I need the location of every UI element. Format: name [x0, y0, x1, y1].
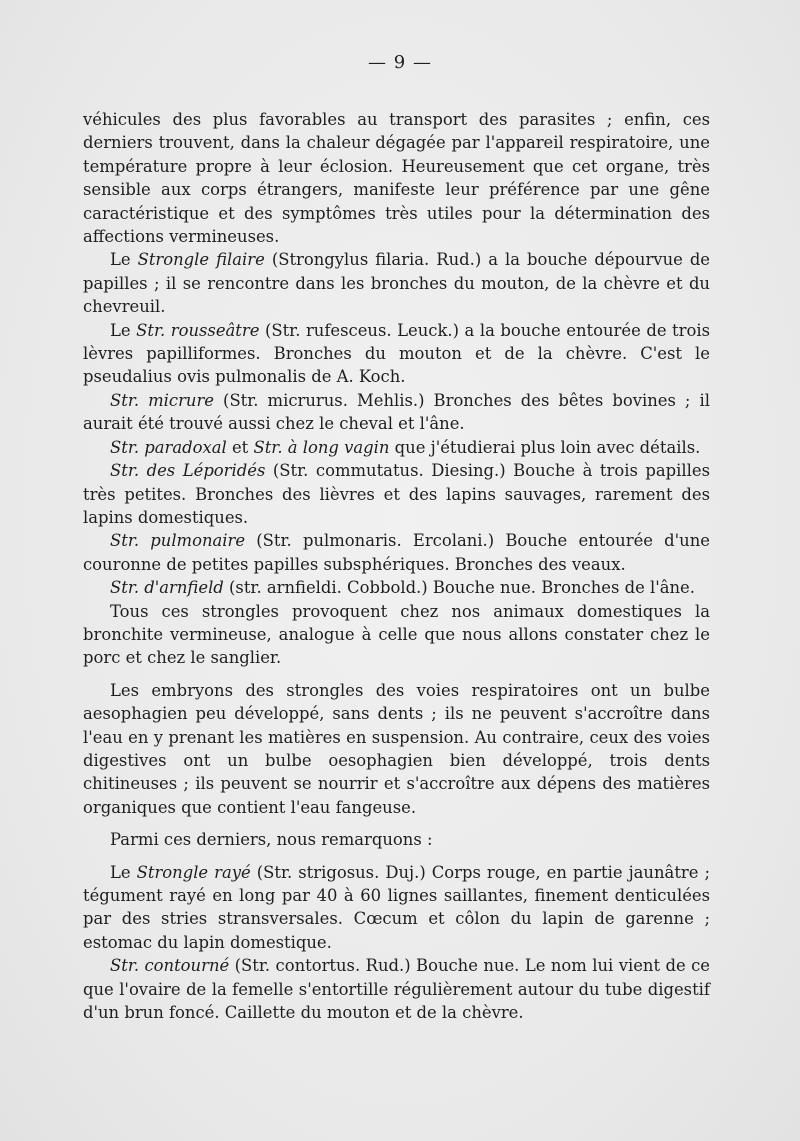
italic-term: Strongle rayé — [136, 862, 251, 882]
paragraph — [83, 600, 710, 670]
page-number: — 9 — — [368, 52, 432, 73]
paragraph — [83, 319, 710, 389]
text-run: (Str. pulmonaris. Ercolani.) Bouche entourée d'une couronne de petites papilles subsphériques. Bronches des veaux. — [83, 531, 710, 574]
text-run: (Str. rufesceus. Leuck.) a la bouche entourée de trois lèvres papilliformes. Bronches du mouton et de la chèvre. C'est le pseudalius ovis pulmonalis de A. Koch. — [83, 320, 711, 387]
text-run: véhicules des plus favorables au transport des parasites ; enfin, ces derniers trouvent, dans la chaleur dégagée par l'appareil respiratoire, une température propre à leur éclosion. Heureusement que cet organe, très sensible aux corps étrangers, manifeste leur préférence par une gêne caractéristique et des symptômes très utiles pour la détermination des affections vermineuses. — [83, 110, 710, 247]
italic-term: Strongle filaire — [137, 250, 265, 270]
paragraph — [83, 576, 710, 599]
italic-term: Str. à long vagin — [253, 437, 390, 457]
text-run: Parmi ces derniers, nous remarquons : — [110, 830, 433, 850]
italic-term: Str. des Léporidés — [110, 461, 266, 481]
text-run: (str. arnfieldi. Cobbold.) Bouche nue. Bronches de l'âne. — [223, 578, 695, 598]
text-run: Le — [110, 320, 137, 340]
paragraph — [83, 861, 710, 955]
text-run: (Str. micrurus. Mehlis.) Bronches des bêtes bovines ; il aurait été trouvé aussi chez le cheval et l'âne. — [83, 390, 710, 434]
text-run: (Str. contortus. Rud.) Bouche nue. Le nom lui vient de ce que l'ovaire de la femelle s'entortille régulièrement autour du tube digestif d'un brun foncé. Caillette du mouton et de la chèvre. — [83, 956, 710, 1023]
italic-term: Str. contourné — [110, 956, 230, 976]
paragraph — [83, 529, 710, 576]
italic-term: Str. micrure — [110, 390, 214, 410]
paragraph — [83, 108, 710, 248]
paragraph — [83, 954, 710, 1024]
body-text — [83, 108, 710, 1024]
text-run: et — [226, 437, 254, 457]
paragraph — [83, 828, 710, 851]
italic-term: Str. rousseâtre — [136, 320, 260, 340]
text-run: Le — [110, 862, 137, 882]
text-run: Le — [110, 250, 138, 270]
text-run: (Str. strigosus. Duj.) Corps rouge, en partie jaunâtre ; tégument rayé en long par 40 à 60 lignes saillantes, finement denticulées par des stries stransversales. Cœcum et côlon du lapin de garenne ; estomac du lapin domestique. — [83, 862, 710, 952]
paragraph — [83, 679, 710, 819]
paragraph — [83, 389, 710, 436]
text-run: Les embryons des strongles des voies respiratoires ont un bulbe aesophagien peu développé, sans dents ; ils ne peuvent s'accroître dans l'eau en y prenant les matières en suspension. Au contraire, ceux des voies digestives ont un bulbe oesophagien bien développé, trois dents chitineuses ; ils peuvent se nourrir et s'accroître aux dépens des matières organiques que contient l'eau fangeuse. — [83, 680, 710, 817]
paragraph — [83, 459, 710, 529]
text-run: Tous ces strongles provoquent chez nos animaux domestiques la bronchite vermineuse, analogue à celle que nous allons constater chez le porc et chez le sanglier. — [83, 601, 710, 668]
text-run: (Strongylus filaria. Rud.) a la bouche dépourvue de papilles ; il se rencontre dans les bronches du mouton, de la chèvre et du chevreuil. — [83, 250, 711, 317]
text-run: (Str. commutatus. Diesing.) Bouche à trois papilles très petites. Bronches des lièvres et des lapins sauvages, rarement des lapins domestiques. — [83, 461, 711, 527]
text-run: que j'étudierai plus loin avec détails. — [389, 437, 701, 457]
paragraph — [83, 436, 710, 459]
italic-term: Str. d'arnfield — [110, 578, 224, 598]
paragraph — [83, 248, 710, 318]
italic-term: Str. paradoxal — [110, 437, 227, 457]
italic-term: Str. pulmonaire — [110, 531, 246, 551]
